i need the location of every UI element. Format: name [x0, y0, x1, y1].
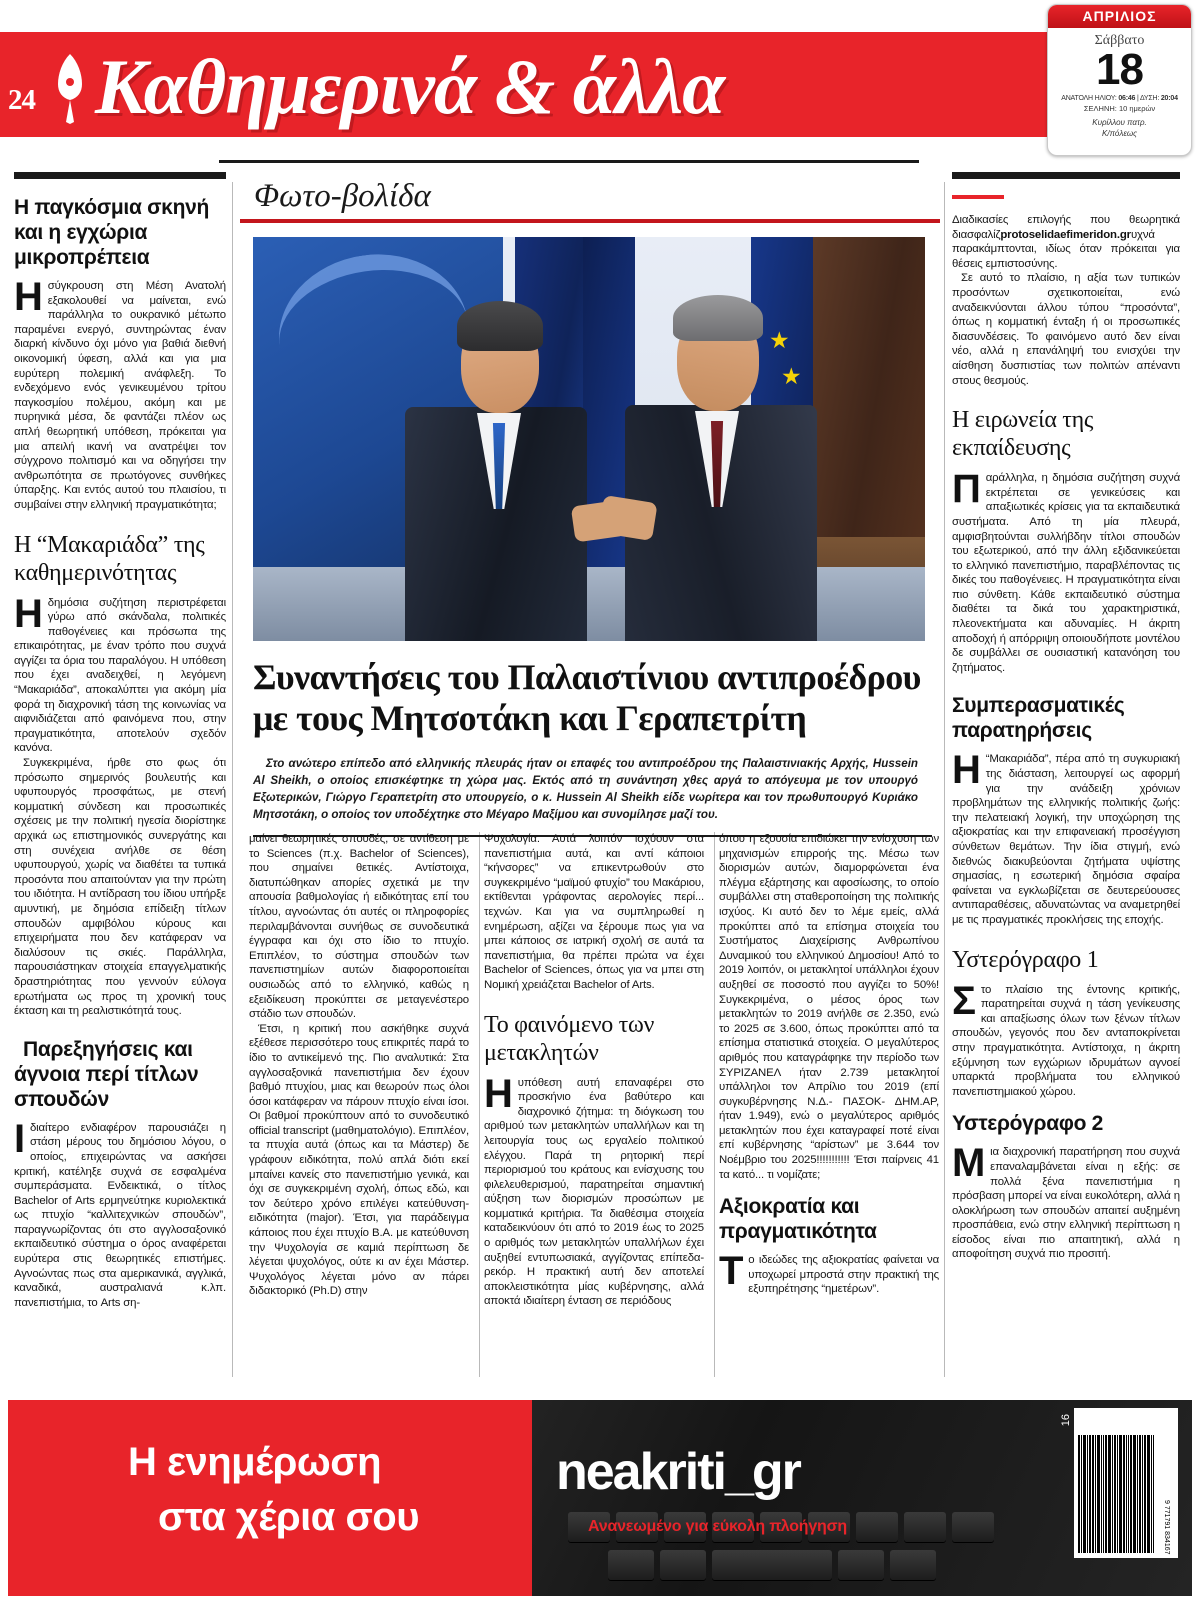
feature-photo: ★ ★ [253, 237, 925, 641]
barcode-bars [1078, 1435, 1155, 1553]
logo-prefix: nea [556, 1443, 640, 1501]
section-heading-conclusions: Συμπερασματικές παρατηρήσεις [952, 694, 1125, 743]
saint-name [1048, 117, 1191, 139]
masthead-title: Καθημερινά & άλλα [95, 43, 725, 130]
dropcap: Μ [952, 1141, 986, 1186]
paragraph-text: υπόθεση αυτή επαναφέρει στο προσκήνιο ένα βαθύτερο και διαχρονικό ζήτημα: τη διόγκωση του αριθμού των μετακλητών υπαλλήλων και τη λειτουργία τους ως εργαλείο πολιτικού ελέγχου. Παρά τη ρητορική περί περιορισμού του κράτους και ενίσχυσης του φιλελευθερισμού, παρατηρείται σημαντική αύξηση των διορισμών προσώπων με κομματικά κριτήρια. Τα διαθέσιμα στοιχεία καταδεικνύουν ότι από το 2019 έως το 2025 ο αριθμός των μετακλητών υπαλλήλων έχει αυξηθεί εντυπωσιακά, αγγίζοντας επίπεδα-ρεκόρ. Η πρακτική αυτή δεν αποτελεί αποκλειστικότητα μίας κυβέρνησης, αλλά αποκτά ιδιαίτερη ένταση σε περιόδους [484, 1076, 704, 1308]
masthead-underline [219, 160, 919, 163]
dropcap: Η [14, 275, 43, 319]
spacer [952, 388, 1180, 406]
sunset-value: 20:04 [1160, 95, 1178, 102]
advert-line-1: Η ενημέρωση [128, 1440, 382, 1484]
paragraph [484, 1071, 704, 1310]
spacer [952, 1099, 1180, 1111]
paragraph: Έτσι, η κριτική που ασκήθηκε συχνά εξέθεσε περισσότερο τους επικριτές παρά το ίδιο το αντικείμενό της. Πιο αναλυτικά: Στα αγγλοσαξονικά πανεπιστήμια δεν έχουν βαθμό πτυχίου, μιας και θεωρούν πως όλοι όσοι κατάφεραν να πάρουν πτυχίο είναι ίσοι. Οι βαθμοί προκύπτουν από το συνοδευτικό official transcript (μαθηματολόγιο). Επιπλέον, τα πτυχία αυτά (όπως και τα Μάστερ) δε γράφουν ειδικότητα, πολύ απλά διότι εκεί μπαίνει κανείς στο πανεπιστήμιο γενικά, και όχι σε συγκεκριμένη σχολή, όπως εδώ, και τον δεύτερο χρόνο επιλέγει κατεύθυνση-ειδικότητα (major). Έτσι, για παράδειγμα κάποιος που έχει πτυχίο Β.Α. με κατεύθυνση την Ψυχολογία σε καμιά περίπτωση δε λέγεται ψυχολόγος, ούτε κι αν έχει Μάστερ. Ψυχολόγος λέγεται μόνο αν πάρει διδακτορικό (Ph.D) στην [249, 1022, 469, 1298]
spacer [14, 1019, 226, 1037]
feature-kicker: Φωτο-βολίδα [254, 178, 431, 214]
sunrise-value: 06:46 [1118, 95, 1136, 102]
paragraph [14, 591, 226, 757]
paragraph [952, 978, 1180, 1100]
section-heading-irony-education: Η ειρωνεία της εκπαίδευσης [952, 407, 1094, 462]
spacer [14, 513, 226, 531]
page-number: 24 [8, 84, 35, 116]
dropcap: Η [14, 591, 43, 636]
advert-tagline: Ανανεωμένο για εύκολη πλοήγηση [588, 1518, 847, 1535]
issue-number: 16 [1060, 1414, 1072, 1427]
paragraph: όπου η εξουσία επιδιώκει την ενίσχυση των μηχανισμών επιρροής της. Μέσω των διορισμών αυτών, διαμορφώνεται ένα πλέγμα εξάρτησης και αφοσίωσης, το οποίο συμβάλλει στη σταθεροποίηση της πολιτικής ισχύος. Κι αυτό δεν το λέμε εμείς, αλλά προκύπτει από τα επίσημα στοιχεία του Συστήματος Διαχείρισης Ανθρωπίνου Δυναμικού του ελληνικού Δημοσίου! Από το 2019 λοιπόν, οι μετακλητοί υπάλληλοι έχουν αυξηθεί σε ποσοστό που αγγίζει το 50%! Συγκεκριμένα, ο μέσος όρος των μετακλητών το 2019 ανήλθε σε 2.350, ενώ το 2025 σε 3.600, όπως προκύπτει από τα επίσημα στατιστικά στοιχεία. Ο μεγαλύτερος αριθμός που καταγράφηκε την περίοδο των ΣΥΡΙΖΑΝΕΛ ήταν 2.739 μετακλητοί υπάλληλοι τον Απρίλιο του 2019 (επί συγκυβέρνησης Ν.Δ.- ΠΑΣΟΚ- ΔΗΜ.ΑΡ, ήταν 1.949), ενώ ο μεγαλύτερος αριθμός μετακλητών που έχει καταγραφεί ποτέ είναι επί κυβέρνησης “αρίστων” με 3.644 τον Νοέμβριο του 2025!!!!!!!!!!! Έτσι παίρνεις 41 τα κατό... τι νομίζατε; [719, 833, 939, 1181]
masthead-banner [0, 32, 1160, 137]
date-box [1047, 4, 1192, 156]
paragraph-with-watermark [952, 213, 1180, 271]
section-heading-postscript-2: Υστερόγραφο 2 [952, 1112, 1104, 1136]
dropcap: Σ [952, 978, 976, 1023]
section-heading-metaklitoi: Το φαινόμενο των μετακλητών [484, 1011, 655, 1066]
paragraph [952, 467, 1180, 675]
paragraph-text: Διαδικασίες επιλογής που θεωρητικά διασφαλίζ [952, 214, 1180, 241]
paragraph-text: το πλαίσιο της έντονης κριτικής, παρατηρείται συχνά η τάση γενίκευσης και απαξίωσης όλων των ξένων τίτλων σπουδών, γεγονός που δεν ανταποκρίνεται στην πραγματικότητα. Αντίστοιχα, η άκριτη εξύμνηση των εγχώριων ιδρυμάτων αγνοεί υπαρκτά προβλήματα του ελληνικού πανεπιστημιακού χώρου. [952, 983, 1180, 1098]
barcode-number: 9 771791 834167 [1163, 1499, 1170, 1554]
paragraph [952, 1141, 1180, 1262]
saint-line-2: Κ/πόλεως [1102, 129, 1137, 138]
section-heading-world-stage: Η παγκόσμια σκηνή και η εγχώρια μικροπρέπεια [14, 196, 210, 269]
paragraph-text: ο ιδεώδες της αξιοκρατίας φαίνεται να υποχωρεί μπροστά στην πρακτική της εξυπηρέτησης “ημετέρων”. [748, 1254, 939, 1296]
page-content [0, 172, 1200, 1387]
neakriti-logo[interactable] [556, 1442, 800, 1502]
right-column [952, 172, 1180, 1262]
paragraph [14, 1116, 226, 1311]
paragraph-text: σύγκρουση στη Μέση Ανατολή εξακολουθεί να μαίνεται, ενώ παράλληλα το ουκρανικό μέτωπο παραμένει ενεργό, συντηρώντας έναν διαρκή κίνδυνο όχι μόνο για βαθιά διεθνή οικονομική ύφεση, αλλά και για μια ευρύτερη πολεμική ανάφλεξη. Το ενδεχόμενο ενός γενικευμένου τρίτου παγκοσμίου πολέμου, ακόμη και με πυρηνικά μέσα, δε φαντάζει πλέον ως απλή θεωρητική υπόθεση, πρόκειται για μια απειλή ικανή να ανατρέψει τον σύγχρονο πολιτισμό και να οδηγήσει την ανθρωπότητα σε πρωτόγονες συνθήκες ύπαρξης. Και εντός αυτού του πλαισίου, τι συμβαίνει στην ελληνική πραγματικότητα; [14, 280, 226, 511]
column-divider-2 [944, 182, 945, 1377]
right-column-rule [952, 172, 1180, 179]
lower-column-2 [484, 832, 704, 1309]
spacer [719, 1182, 939, 1194]
section-heading-makariada: Η “Μακαριάδα” της καθημερινότητας [14, 531, 205, 586]
paragraph-text: αράλληλα, η δημόσια συζήτηση συχνά εκτρέπεται σε γενικεύσεις και απαξιωτικές κρίσεις για τα εκπαιδευτικά συστήματα. Από τη μία πλευρά, αμφισβητούνται συλλήβδην τίτλοι σπουδών του εξωτερικού, από την άλλη εξιδανικεύεται το ελληνικό πανεπιστήμιο, παραβλέποντας τις δικές του παθογένειες. Η πραγματικότητα είναι πιο σύνθετη. Κάθε εκπαιδευτικό σύστημα διαθέτει τα δικά του χαρακτηριστικά, πλεονεκτήματα και αδυναμίες. Η άκριτη αποδοχή ή απόρριψη οποιουδήποτε μοντέλου δε συμβάλλει σε ουσιαστική κατανόηση του ζητήματος. [952, 472, 1180, 674]
paragraph: Σε αυτό το πλαίσιο, η αξία των τυπικών προσόντων σχετικοποιείται, ενώ αναδεικνύονται άλλου τύπου “προσόντα”, όπως η κομματική ένταξη ή οι προσωπικές διασυνδέσεις. Το φαινόμενο αυτό δεν είναι νέο, αλλά η επανάληψή του ενισχύει την αίσθηση δυσπιστίας των πολιτών απέναντι στους θεσμούς. [952, 272, 1180, 387]
dropcap: Π [952, 467, 981, 512]
feature-kicker-rule [240, 219, 940, 223]
dropcap: Η [952, 748, 981, 793]
paragraph: μαίνει θεωρητικές σπουδές, σε αντίθεση με το Sciences (π.χ. Bachelor of Sciences), που σημαίνει θετικές. Αντίστοιχα, διατυπώθηκαν απορίες σχετικά με την απουσία βαθμολογίας ή ειδικότητας επί του τίτλου, αγνοώντας ότι αυτές οι πληροφορίες περιλαμβάνονται συνήθως σε συνοδευτικά έγγραφα και όχι στο ίδιο το πτυχίο. Επιπλέον, το σύστημα σπουδών των πανεπιστημίων αυτών διαφοροποιείται ουσιωδώς από το ελληνικό, καθώς η εξειδίκευση προκύπτει σε μεταγενέστερο στάδιο των σπουδών. [249, 833, 469, 1021]
date-day-name: Σάββατο [1094, 33, 1145, 48]
right-column-red-rule [952, 195, 1004, 199]
feature-article [240, 172, 940, 837]
advert-red-panel [8, 1400, 532, 1596]
paragraph [719, 1249, 939, 1297]
dropcap: Τ [719, 1249, 744, 1294]
paragraph-text: “Μακαριάδα”, πέρα από τη συγκυριακή της διάσταση, λειτουργεί ως αφορμή για την ανάδειξη χρόνιων προβλημάτων της ελληνικής πολιτικής ζωής: την πελατειακή λογική, την υποχώρηση της αξιοκρατίας και την επιφανειακή προσέγγιση σύνθετων θεμάτων. Την ίδια στιγμή, ενώ διεθνώς διακυβεύονται ζητήματα υψίστης σημασίας, η εσωτερική δημόσια σφαίρα φαίνεται να εγκλωβίζεται σε δευτερεύουσες αντιπαραθέσεις, αδυνατώντας να αναμετρηθεί με τις πραγματικές προκλήσεις της εποχής. [952, 753, 1180, 926]
paragraph-text: δημόσια συζήτηση περιστρέφεται γύρω από σκάνδαλα, πολιτικές παθογένειες και πρόσωπα της επικαιρότητας, με έναν τρόπο που συχνά αγγίζει τα όρια του παραλόγου. Η υπόθεση που έχει αναδειχθεί, η λεγόμενη “Μακαριάδα”, αποκαλύπτει για ακόμη μία φορά τη διαχρονική τάση της κοινωνίας να αιφνιδιάζεται από φαινόμενα που, στην πραγματικότητα, αποτελούν σχεδόν κανόνα. [14, 596, 226, 755]
sunrise-label: ΑΝΑΤΟΛΗ ΗΛΙΟΥ: [1061, 95, 1117, 102]
paragraph: Συγκεκριμένα, ήρθε στο φως ότι πρόσωπο σημερινός βουλευτής και υφυπουργός προσφάτως, με στενή κομματική σύνδεση και προσωπικές σχέσεις με την πολιτική ηγεσία διορίστηκε αρχικά ως επιστημονικός συνεργάτης και στη συνέχεια ανήλθε σε θέση υφυπουργού, χωρίς να διαθέτει τα τυπικά προσόντα που απαιτούνταν για την πρώτη του ιδιότητα. Η αντίδραση του ίδιου υπήρξε αμυντική, με δημόσια επίδειξη τίτλων σπουδών αμφιβόλου κύρους και επιχειρήματα που δεν κατάφεραν να διαλύσουν τις σκιές. Παράλληλα, παρουσιάστηκαν στοιχεία επαγγελματικής δραστηριότητας που γεννούν εύλογα ερωτήματα ως προς τη χρονική τους έκταση και τη ρεαλιστικότητά τους. [14, 757, 226, 1018]
logo-mark: kriti_gr [639, 1443, 800, 1501]
section-heading-misunderstandings: Παρεξηγήσεις και άγνοια περί τίτλων σπουδών [14, 1037, 199, 1111]
left-column-rule [14, 172, 226, 179]
sun-times: ΑΝΑΤΟΛΗ ΗΛΙΟΥ: 06:46 | ΔΥΣΗ: 20:04 [1061, 95, 1178, 102]
moon-age: ΣΕΛΗΝΗ: 10 ημερών [1083, 104, 1156, 113]
column-divider-1 [232, 182, 233, 1377]
date-day-number: 18 [1096, 45, 1143, 94]
feature-standfirst: Στο ανώτερο επίπεδο από ελληνικής πλευράς ήταν οι επαφές του αντιπροέδρου της Παλαιστινιακής Αρχής, Hussein Al Sheikh, ο οποίος επισκέφτηκε τη χώρα μας. Εκτός από τη συνάντηση χθες αργά το απόγευμα με τον υπουργό Εξωτερικών, Γιώργο Γεραπετρίτη στο υπουργείο, ο κ. Hussein Al Sheikh είδε νωρίτερα και τον πρωθυπουργό Κυριάκο Μητσοτάκη, ο οποίος τον υποδέχτηκε στο Μέγαρο Μαξίμου και συνομίλησε μαζί του. [253, 757, 918, 821]
bottom-advert[interactable] [8, 1400, 1192, 1596]
spacer [952, 928, 1180, 946]
paragraph-text: υχνά παρακάμπτονται, ιδίως όταν πρόκειται για θέσεις εμπιστοσύνης. [952, 228, 1180, 270]
paragraph-text: διαίτερο ενδιαφέρον παρουσιάζει η στάση μέρους του δημόσιου λόγου, ο οποίος, επιχειρώντας να ασκήσει κριτική, κατέληξε συχνά σε εσφαλμένα συμπεράσματα. Ενδεικτικά, ο τίτλος Bachelor of Arts ερμηνεύτηκε κυριολεκτικά ως πτυχίο “καλλιτεχνικών σπουδών”, παραγνωρίζοντας ότι στο αγγλοσαξονικό εκπαιδευτικό σύστημα ο όρος αναφέρεται ευρύτερα στις θεωρητικές επιστήμες. Αγνοώντας πως στα αμερικανικά, αγγλικά, καναδικά, αυστραλιανά κ.λπ. πανεπιστήμια, το Arts ση- [14, 1121, 226, 1309]
left-column [14, 172, 226, 1310]
sunset-label: ΔΥΣΗ: [1139, 95, 1160, 102]
column-divider-3 [479, 832, 480, 1377]
spacer [952, 675, 1180, 693]
pen-nib-icon [52, 52, 88, 124]
paragraph [14, 275, 226, 513]
dropcap: Ι [14, 1116, 25, 1161]
paragraph [952, 748, 1180, 927]
feature-headline: Συναντήσεις του Παλαιστίνιου αντιπροέδρου με τους Μητσοτάκη και Γεραπετρίτη [253, 657, 921, 738]
section-heading-meritocracy: Αξιοκρατία και πραγματικότητα [719, 1195, 877, 1244]
lower-column-1 [249, 832, 469, 1299]
site-watermark: protoselidaefimeridon.gr [1000, 228, 1131, 241]
lower-column-3 [719, 832, 939, 1297]
spacer [484, 993, 704, 1011]
date-month: ΑΠΡΙΛΙΟΣ [1048, 5, 1191, 28]
section-heading-postscript-1: Υστερόγραφο 1 [952, 946, 1099, 973]
saint-line-1: Κυρίλλου πατρ. [1092, 118, 1147, 127]
advert-line-2: στα χέρια σου [158, 1495, 420, 1539]
paragraph-text: ια διαχρονική παρατήρηση που συχνά επαναλαμβάνεται είναι η εξής: σε πολλά ξένα πανεπιστήμια η πρόσβαση μπορεί να είναι ευκολότερη, αλλά η ολοκλήρωση των σπουδών απαιτεί αυξημένη προσπάθεια, ενώ στην ελληνική περίπτωση η είσοδος είναι πιο απαιτητική, αλλά η αποφοίτηση συχνά πιο προσιτή. [952, 1146, 1180, 1261]
paragraph: Ψυχολογία. Αυτά λοιπόν ισχύουν στα πανεπιστήμια αυτά, και αντί κάποιοι “κήνσορες” να επικεντρωθούν στο συγκεκριμένο “μαϊμού φτυχίο” του Μακάριου, εκτίθενται γράφοντας αερολογίες περί... τεχνών. Και για να συμπληρωθεί η ενημέρωση, αξίζει να ξέρουμε πως για να μπει κάποιος σε ιατρική σχολή σε αυτά τα πανεπιστήμια, θα πρέπει πρώτα να έχει Bachelor of Sciences, όπως για να μπει στη Νομική χρειάζεται Bachelor of Arts. [484, 833, 704, 991]
barcode [1074, 1408, 1178, 1558]
column-divider-4 [714, 832, 715, 1377]
dropcap: Η [484, 1071, 513, 1116]
